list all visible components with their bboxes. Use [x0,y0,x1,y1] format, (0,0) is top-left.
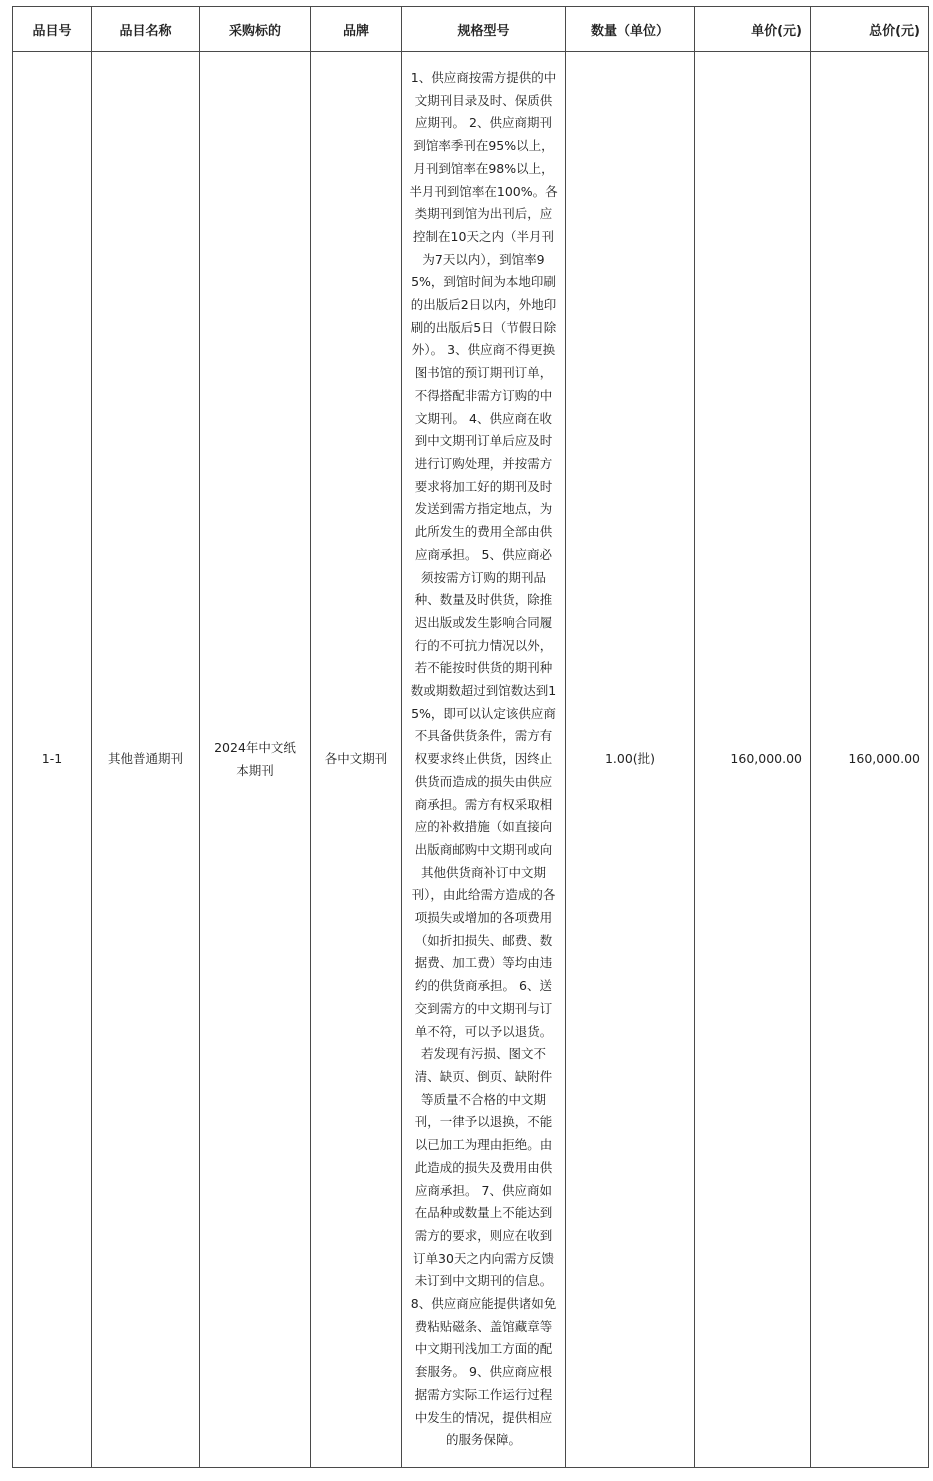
header-brand: 品牌 [311,7,402,52]
header-total-price: 总价(元) [811,7,929,52]
cell-subject: 2024年中文纸本期刊 [200,52,311,1468]
header-spec: 规格型号 [402,7,566,52]
cell-brand: 各中文期刊 [311,52,402,1468]
cell-item-name: 其他普通期刊 [92,52,200,1468]
header-item-name: 品目名称 [92,7,200,52]
header-subject: 采购标的 [200,7,311,52]
cell-item-no: 1-1 [13,52,92,1468]
cell-total-price: 160,000.00 [811,52,929,1468]
table-header-row [13,7,929,52]
procurement-item-table [12,6,929,1468]
table-row [13,52,929,1468]
header-unit-price: 单价(元) [695,7,811,52]
spec-text: 1、供应商按需方提供的中文期刊目录及时、保质供应期刊。 2、供应商期刊到馆率季刊在95%以上，月刊到馆率在98%以上，半月刊到馆率在100%。各类期刊到馆为出刊后，应控制在10天之内（半月刊为7天以内），到馆率95%，到馆时间为本地印刷的出版后2日以内，外地印刷的出版后5日（节假日除外）。 3、供应商不得更换图书馆的预订期刊订单，不得搭配非需方订购的中文期刊。 4、供应商在收到中文期刊订单后应及时进行订购处理，并按需方要求将加工好的期刊及时发送到需方指定地点，为此所发生的费用全部由供应商承担。 5、供应商必须按需方订购的期刊品种、数量及时供货，除推迟出版或发生影响合同履行的不可抗力情况以外，若不能按时供货的期刊种数或期数超过到馆数达到15%，即可以认定该供应商不具备供货条件，需方有权要求终止供货，因终止供货而造成的损失由供应商承担。需方有权采取相应的补救措施（如直接向出版商邮购中文期刊或向其他供货商补订中文期刊），由此给需方造成的各项损失或增加的各项费用（如折扣损失、邮费、数据费、加工费）等均由违约的供货商承担。 6、送交到需方的中文期刊与订单不符，可以予以退货。若发现有污损、图文不清、缺页、倒页、缺附件等质量不合格的中文期刊，一律予以退换，不能以已加工为理由拒绝。由此造成的损失及费用由供应商承担。 7、供应商如在品种或数量上不能达到需方的要求，则应在收到订单30天之内向需方反馈未订到中文期刊的信息。 8、供应商应能提供诸如免费粘贴磁条、盖馆藏章等中文期刊浅加工方面的配套服务。 9、供应商应根据需方实际工作运行过程中发生的情况，提供相应的服务保障。 [409,70,558,1448]
header-quantity: 数量（单位） [566,7,695,52]
cell-unit-price: 160,000.00 [695,52,811,1468]
header-item-no: 品目号 [13,7,92,52]
cell-spec [402,52,566,1468]
cell-quantity: 1.00(批) [566,52,695,1468]
